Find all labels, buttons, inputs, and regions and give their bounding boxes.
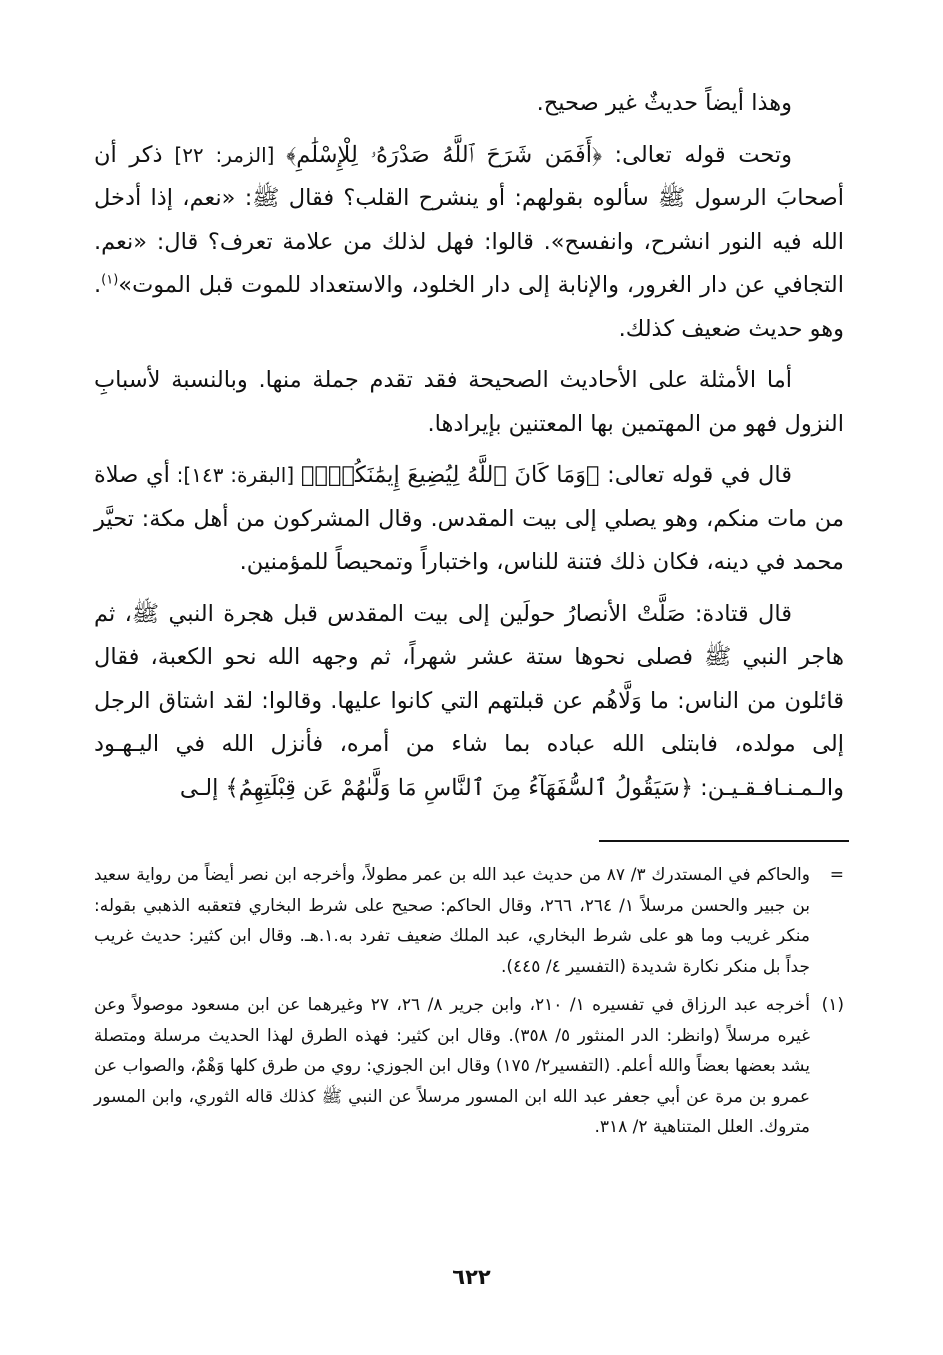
footnote-separator-wrap — [94, 818, 844, 860]
book-page — [94, 82, 844, 1302]
quran-verse-baqarah: ﴿وَمَا كَانَ ٱللَّهُ لِيُضِيعَ إِيمَٰنَكُمْۚ﴾ — [301, 462, 600, 488]
paragraph-5-lead: قال قتادة: صَلَّتْ الأنصارُ حولَين إلى بيت المقدس قبل هجرة النبي ﷺ، ثم هاجر النبي ﷺ فصلى نحوها ستة عشر شهراً، ثم وجهه الله نحو الكعبة، فقال قائلون من الناس: ما وَلَّاهُم عن قبلتهم التي كانوا عليها. وقالوا: لقد اشتاق الرجل إلى مولده، فابتلى الله عباده بما شاء من أمره، فأنزل الله في اليـهـود والـمـنـافـقـيـن: — [94, 600, 844, 801]
footnote-marker: (١) — [821, 995, 844, 1015]
verse-reference-zumar: [الزمر: ٢٢] — [162, 142, 287, 167]
page-number: ٦٢٢ — [452, 1265, 491, 1289]
paragraph-5 — [94, 593, 844, 811]
paragraph-2-lead: وتحت قوله تعالى: — [601, 141, 792, 168]
footnote-separator-line — [599, 840, 849, 842]
paragraph-2-rest: ذكر أن أصحابَ الرسول ﷺ سألوه بقولهم: أو ينشرح القلب؟ فقال ﷺ: «نعم، إذا أدخل الله فيه النور انشرح، وانفسح». قالوا: فهل لذلك من علامة تعرف؟ قال: «نعم. التجافي عن دار الغرور، والإنابة إلى دار الخلود، والاستعداد للموت قبل الموت» — [94, 141, 844, 298]
footnote-text: والحاكم في المستدرك ٣/ ٨٧ من حديث عبد الله بن عمر مطولاً، وأخرجه ابن نصر أيضاً من رواية سعيد بن جبير والحسن مرسلاً ١/ ٢٦٤، ٢٦٦، وقال الحاكم: صحيح على شرط البخاري فتعقبه الذهبي بقوله: منكر غريب وما هو على شرط البخاري، عبد الملك ضعيف تفرد به.١.هـ. وقال ابن كثير: حديث غريب جداً بل منكر نكارة شديدة (التفسير ٤/ ٤٤٥). — [94, 865, 811, 977]
footnote-text: أخرجه عبد الرزاق في تفسيره ١/ ٢١٠، وابن جرير ٨/ ٢٦، ٢٧ وغيرهما عن ابن مسعود موصولاً وعن غيره مرسلاً (وانظر: الدر المنثور ٥/ ٣٥٨). وقال ابن كثير: فهذه الطرق لهذا الحديث مرسلة ومتصلة يشد بعضها بعضاً والله أعلم. (التفسير٢/ ١٧٥) وقال ابن الجوزي: روي من طرق كلها وَهْمٌ، والصواب عن عمرو بن مرة عن أبي جعفر عبد الله ابن المسور مرسلاً عن النبي ﷺ كذلك قاله الثوري، وابن المسور متروك. العلل المتناهية ٢/ ٣١٨. — [94, 995, 811, 1137]
footnote-continued — [94, 860, 844, 982]
footnote-1 — [94, 990, 844, 1143]
paragraph-3 — [94, 359, 844, 446]
paragraph-4-rest: أي صلاة من مات منكم، وهو يصلي إلى بيت المقدس. وقال المشركون من أهل مكة: تحيَّر محمد في دينه، فكان ذلك فتنة للناس، واختباراً وتمحيصاً للمؤمنين. — [94, 462, 844, 575]
paragraph-4-lead: قال في قوله تعالى: — [599, 462, 792, 488]
paragraph-1-text: وهذا أيضاً حديثٌ غير صحيح. — [536, 90, 792, 116]
quran-verse-zumar: ﴿أَفَمَن شَرَحَ ٱللَّهُ صَدْرَهُۥ لِلْإِسْلَٰمِ﴾ — [286, 141, 602, 168]
footnotes — [94, 860, 844, 1143]
quran-verse-sayaqul: ﴿سَيَقُولُ ٱلسُّفَهَآءُ مِنَ ٱلنَّاسِ مَا وَلَّىٰهُمْ عَن قِبْلَتِهِمُ﴾ — [225, 774, 694, 801]
paragraph-2 — [94, 134, 844, 352]
verse-reference-baqarah: [البقرة: ١٤٣]: — [169, 463, 302, 487]
paragraph-5-rest: إلـى — [179, 774, 226, 801]
paragraph-4 — [94, 454, 844, 585]
footnote-marker: = — [829, 865, 844, 885]
paragraph-3-text: أما الأمثلة على الأحاديث الصحيحة فقد تقدم جملة منها. وبالنسبة لأسبابِ النزول فهو من المهتمين بها المعتنين بإيرادها. — [94, 367, 844, 437]
paragraph-1 — [94, 82, 844, 126]
footnote-reference-1: (١) — [101, 272, 119, 288]
main-text — [94, 82, 844, 810]
paragraph-2-end: . وهو حديث ضعيف كذلك. — [94, 272, 844, 342]
